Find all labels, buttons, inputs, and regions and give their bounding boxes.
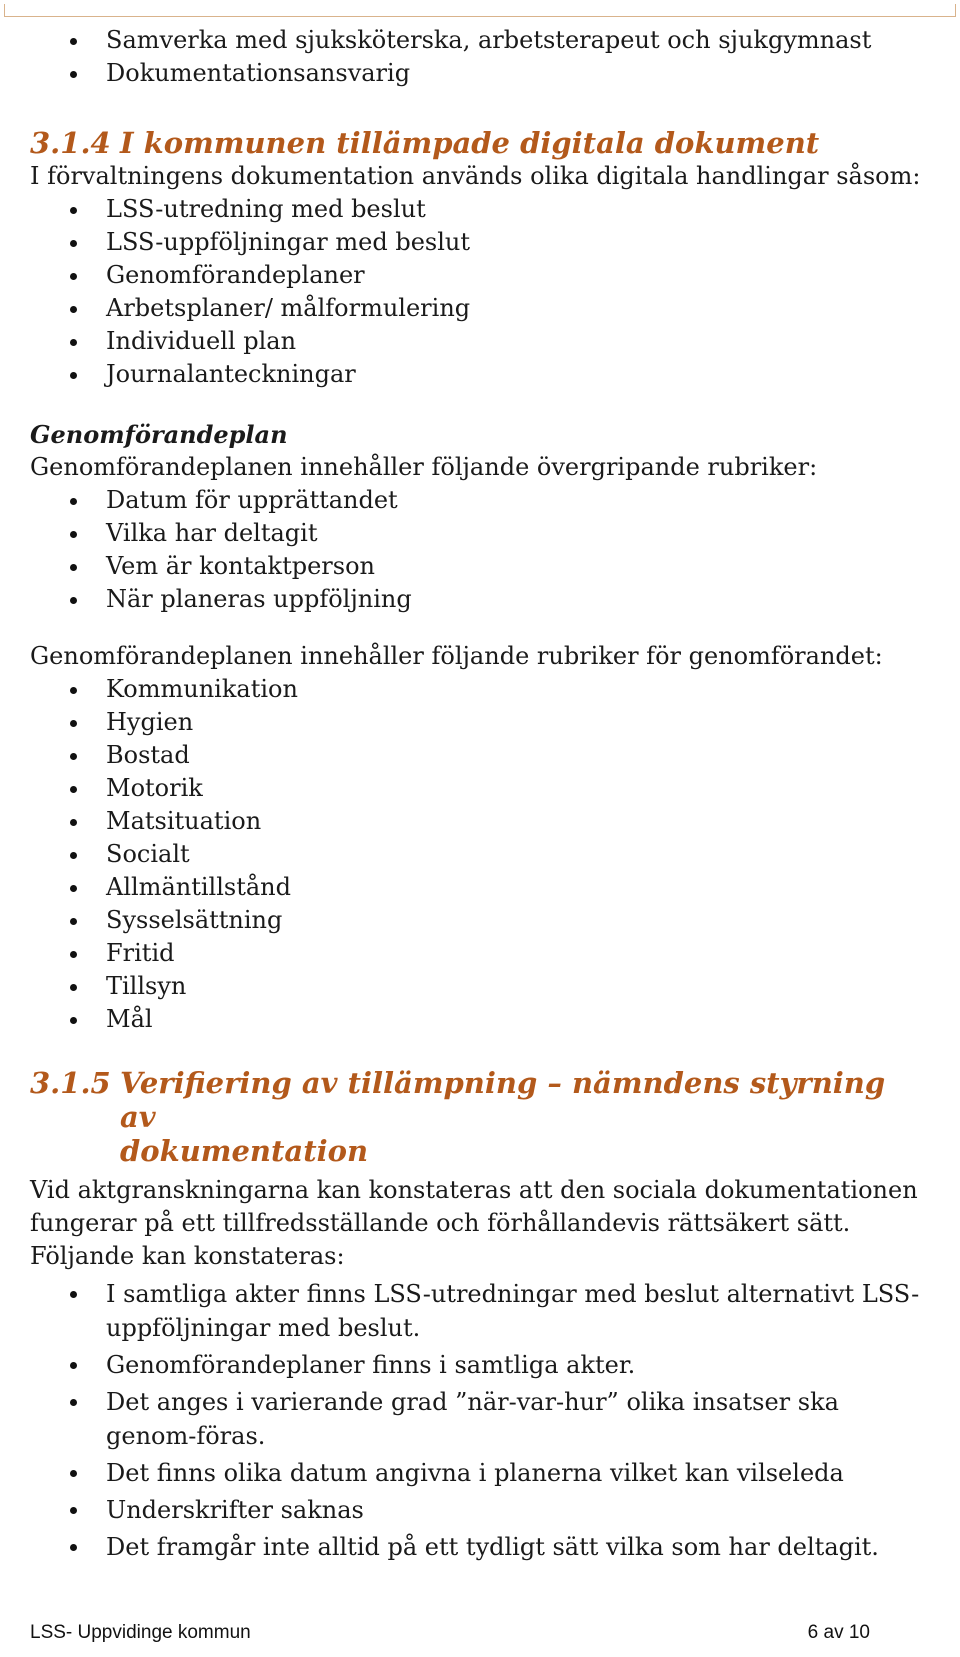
document-page	[30, 24, 930, 1567]
section-title-line-1: Verifiering av tillämpning – nämndens styrning av	[120, 1066, 886, 1134]
list-item: Genomförandeplaner finns i samtliga akter.	[30, 1348, 930, 1382]
section-heading-3-1-4	[30, 126, 930, 160]
section-heading-3-1-5	[30, 1066, 930, 1168]
list-item: Socialt	[30, 838, 930, 871]
list-item: Kommunikation	[30, 673, 930, 706]
list-item: Hygien	[30, 706, 930, 739]
list-item: Genomförandeplaner	[30, 259, 930, 292]
section-intro: I förvaltningens dokumentation används olika digitala handlingar såsom:	[30, 162, 921, 190]
list-item: När planeras uppföljning	[30, 583, 930, 616]
list-item: Allmäntillstånd	[30, 871, 930, 904]
paragraph: Genomförandeplanen innehåller följande övergripande rubriker:	[30, 453, 818, 481]
list-item: Motorik	[30, 772, 930, 805]
page-corner-mark	[0, 0, 960, 18]
footer-page-number: 6 av 10	[807, 1622, 870, 1643]
section-title-line-2: dokumentation	[120, 1134, 369, 1168]
list-item: Mål	[30, 1003, 930, 1036]
section-number: 3.1.4	[30, 126, 111, 160]
page-footer	[30, 1622, 870, 1644]
overall-headings-list	[30, 484, 930, 616]
paragraph: Genomförandeplanen innehåller följande rubriker för genomförandet:	[30, 642, 883, 670]
list-item: Vilka har deltagit	[30, 517, 930, 550]
list-item: Vem är kontaktperson	[30, 550, 930, 583]
list-item: LSS-utredning med beslut	[30, 193, 930, 226]
list-item: Det finns olika datum angivna i planerna vilket kan vilseleda	[30, 1456, 930, 1490]
list-item: Det anges i varierande grad ”när-var-hur” olika insatser ska genom-föras.	[30, 1385, 930, 1453]
list-item: Samverka med sjuksköterska, arbetsterapeut och sjukgymnast	[30, 24, 930, 57]
list-item: Tillsyn	[30, 970, 930, 1003]
section-title	[120, 1066, 930, 1168]
section-number: 3.1.5	[30, 1066, 111, 1100]
digital-documents-list	[30, 193, 930, 391]
list-item: Det framgår inte alltid på ett tydligt sätt vilka som har deltagit.	[30, 1530, 930, 1564]
list-item: Arbetsplaner/ målformulering	[30, 292, 930, 325]
verification-findings-list	[30, 1277, 930, 1564]
list-item: Fritid	[30, 937, 930, 970]
list-item: Datum för upprättandet	[30, 484, 930, 517]
list-item: LSS-uppföljningar med beslut	[30, 226, 930, 259]
implementation-headings-list	[30, 673, 930, 1036]
list-item: Matsituation	[30, 805, 930, 838]
paragraph: Vid aktgranskningarna kan konstateras att den sociala dokumentationen fungerar på ett tillfredsställande och förhållandevis rättsäkert sätt. Följande kan konstateras:	[30, 1176, 918, 1270]
top-bullet-list	[30, 24, 930, 90]
subheading-genomforandeplan: Genomförandeplan	[30, 420, 288, 449]
list-item: Dokumentationsansvarig	[30, 57, 930, 90]
list-item: Underskrifter saknas	[30, 1493, 930, 1527]
list-item: Bostad	[30, 739, 930, 772]
list-item: I samtliga akter finns LSS-utredningar med beslut alternativt LSS-uppföljningar med beslut.	[30, 1277, 930, 1345]
list-item: Journalanteckningar	[30, 358, 930, 391]
list-item: Individuell plan	[30, 325, 930, 358]
section-title: I kommunen tillämpade digitala dokument	[120, 126, 820, 160]
list-item: Sysselsättning	[30, 904, 930, 937]
footer-document-title: LSS- Uppvidinge kommun	[30, 1622, 251, 1643]
